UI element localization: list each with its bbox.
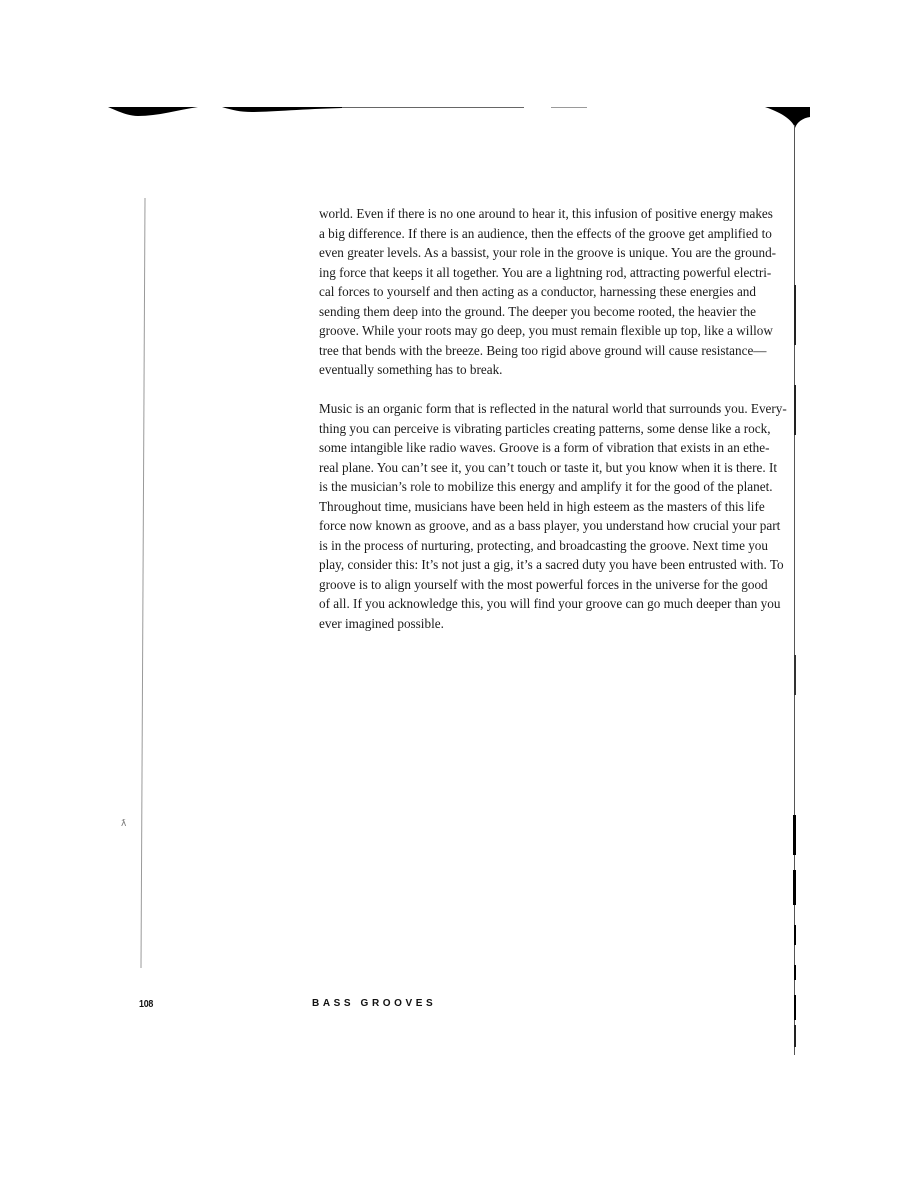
body-text <box>319 204 787 633</box>
scan-artifact-top-center <box>222 106 524 116</box>
text-line: of all. If you acknowledge this, you will find your groove can go much deeper than you <box>319 596 781 611</box>
text-line: even greater levels. As a bassist, your role in the groove is unique. You are the ground- <box>319 245 777 260</box>
scan-artifact-top-right-corner <box>765 105 810 129</box>
text-line: world. Even if there is no one around to hear it, this infusion of positive energy makes <box>319 206 773 221</box>
text-line: force now known as groove, and as a bass player, you understand how crucial your part <box>319 518 781 533</box>
text-line: is the musician’s role to mobilize this energy and amplify it for the good of the planet. <box>319 479 773 494</box>
text-line: groove. While your roots may go deep, you must remain flexible up top, like a willow <box>319 323 773 338</box>
text-line: ing force that keeps it all together. You are a lightning rod, attracting powerful electri- <box>319 264 772 280</box>
text-line: ever imagined possible. <box>319 615 444 631</box>
paragraph-2 <box>319 399 787 633</box>
paragraph-1 <box>319 204 777 380</box>
text-line: a big difference. If there is an audience, then the effects of the groove get amplified to <box>319 225 772 241</box>
text-line: some intangible like radio waves. Groove is a form of vibration that exists in an ethe- <box>319 440 770 455</box>
text-line: tree that bends with the breeze. Being too rigid above ground will cause resistance— <box>319 342 767 358</box>
text-line: groove is to align yourself with the most powerful forces in the universe for the good <box>319 576 768 592</box>
text-line: play, consider this: It’s not just a gig, it’s a sacred duty you have been entrusted with. To <box>319 557 784 572</box>
running-head: BASS GROOVES <box>312 998 437 1009</box>
scan-artifact-right-edge <box>793 125 797 1055</box>
stray-mark: ƛ <box>121 819 127 829</box>
text-line: cal forces to yourself and then acting as a conductor, harnessing these energies and <box>319 284 756 299</box>
text-line: thing you can perceive is vibrating particles creating patterns, some dense like a rock, <box>319 420 771 436</box>
text-line: is in the process of nurturing, protecting, and broadcasting the groove. Next time you <box>319 537 768 553</box>
text-line: sending them deep into the ground. The deeper you become rooted, the heavier the <box>319 303 756 319</box>
page-number: 108 <box>139 998 154 1010</box>
scan-artifact-top-dash <box>551 107 587 108</box>
text-line: Throughout time, musicians have been held in high esteem as the masters of this life <box>319 498 765 514</box>
scan-artifact-left-gutter <box>140 198 146 968</box>
text-line: Music is an organic form that is reflected in the natural world that surrounds you. Every- <box>319 401 787 416</box>
text-line: eventually something has to break. <box>319 362 503 377</box>
text-line: real plane. You can’t see it, you can’t touch or taste it, but you know when it is there. It <box>319 459 778 475</box>
scan-artifact-top-left <box>108 106 198 118</box>
